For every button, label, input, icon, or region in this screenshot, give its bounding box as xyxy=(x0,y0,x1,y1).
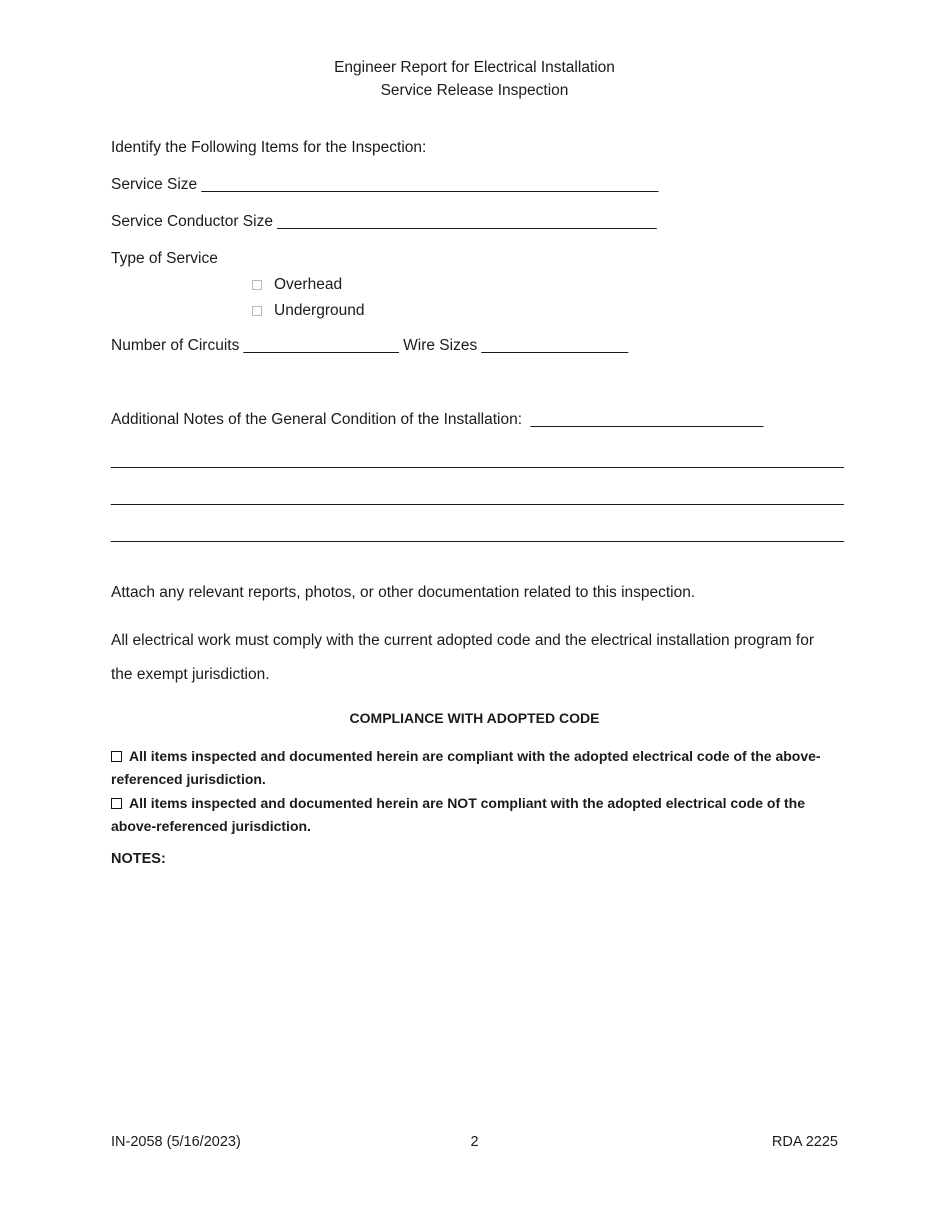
compliant-label: All items inspected and documented herein are compliant with the adopted electrical code of the above- referenced jurisdiction. xyxy=(111,748,821,787)
document-title xyxy=(111,56,838,102)
footer-form-number: IN-2058 (5/16/2023) xyxy=(111,1134,241,1150)
title-line-1: Engineer Report for Electrical Installation xyxy=(334,59,615,76)
footer-page-number: 2 xyxy=(470,1134,479,1150)
identify-heading: Identify the Following Items for the Inspection: xyxy=(111,139,427,156)
wire-sizes-label: Wire Sizes xyxy=(403,337,478,354)
service-conductor-row xyxy=(111,213,838,231)
underground-checkbox[interactable] xyxy=(252,306,262,316)
service-conductor-label: Service Conductor Size xyxy=(111,213,273,230)
not-compliant-label: All items inspected and documented herein are NOT compliant with the adopted electrical code of the above-referenced jurisdiction. xyxy=(111,795,806,834)
additional-notes-label: Additional Notes of the General Condition of the Installation: xyxy=(111,411,523,428)
compliant-checkbox[interactable] xyxy=(111,751,122,762)
comply-instruction: All electrical work must comply with the current adopted code and the electrical installation program for the exempt jurisdiction. xyxy=(111,632,814,683)
additional-notes-blank: ___________________________ xyxy=(530,411,764,428)
notes-blank-line: _____________________________________________________________________________________ xyxy=(111,452,844,469)
additional-notes-row xyxy=(111,411,838,429)
notes-blank-line: _____________________________________________________________________________________ xyxy=(111,526,844,543)
underground-label: Underground xyxy=(274,302,365,319)
overhead-option-row xyxy=(111,276,838,294)
attach-instruction: Attach any relevant reports, photos, or other documentation related to this inspection. xyxy=(111,584,696,601)
service-conductor-blank: ____________________________________________ xyxy=(277,213,657,230)
overhead-label: Overhead xyxy=(274,276,343,293)
service-size-blank: _____________________________________________________ xyxy=(201,176,659,193)
compliance-option-not-compliant xyxy=(111,792,838,838)
overhead-checkbox[interactable] xyxy=(252,280,262,290)
not-compliant-checkbox[interactable] xyxy=(111,798,122,809)
compliance-heading: COMPLIANCE WITH ADOPTED CODE xyxy=(349,710,600,726)
circuits-row xyxy=(111,337,838,355)
circuits-blank: __________________ xyxy=(243,337,399,354)
notes-blank-line: _____________________________________________________________________________________ xyxy=(111,489,844,506)
page-footer xyxy=(111,1134,838,1150)
footer-rda-number: RDA 2225 xyxy=(771,1134,838,1150)
title-line-2: Service Release Inspection xyxy=(380,82,569,99)
wire-sizes-blank: _________________ xyxy=(481,337,629,354)
underground-option-row xyxy=(111,302,838,320)
service-size-label: Service Size xyxy=(111,176,198,193)
compliance-option-compliant xyxy=(111,745,838,791)
type-of-service-label: Type of Service xyxy=(111,250,218,267)
circuits-label: Number of Circuits xyxy=(111,337,240,354)
notes-section-label: NOTES: xyxy=(111,851,166,867)
service-size-row xyxy=(111,176,838,194)
